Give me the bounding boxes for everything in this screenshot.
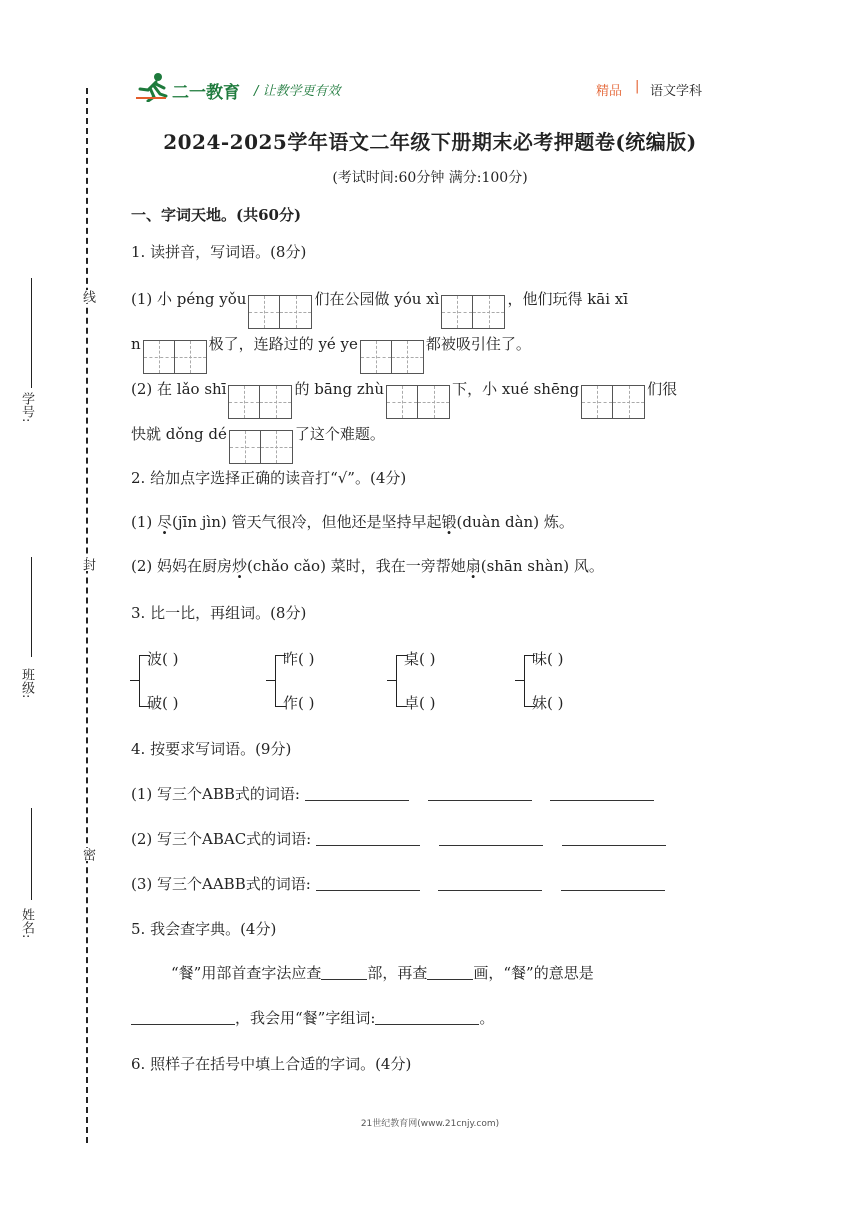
student-no-rule (31, 278, 32, 388)
dotted-char: 锻 (441, 513, 457, 531)
pair-top[interactable]: 昨( ) (283, 650, 315, 668)
q4-prompt: (3) 写三个AABB式的词语: (131, 875, 311, 893)
writing-grid[interactable] (360, 340, 424, 374)
q4-line3 (131, 873, 665, 894)
writing-grid[interactable] (441, 295, 505, 329)
q5-text: 部，再查 (367, 964, 428, 982)
writing-grid[interactable] (228, 385, 292, 419)
q1-text: 了这个难题。 (294, 425, 385, 443)
answer-blank[interactable] (316, 831, 420, 846)
q2-line2 (131, 555, 604, 576)
q1-text: 快就 dǒng dé (131, 425, 227, 443)
q4-prompt: (2) 写三个ABAC式的词语: (131, 830, 312, 848)
answer-blank[interactable] (562, 831, 666, 846)
section-heading: 一、字词天地。(共60分) (131, 206, 302, 224)
q5-line1 (171, 962, 594, 983)
q4-line2 (131, 828, 666, 849)
writing-grid[interactable] (143, 340, 207, 374)
writing-grid[interactable] (386, 385, 450, 419)
logo-text: 二一教育 (172, 83, 240, 103)
q1-text: ，他们玩得 kāi xī (507, 290, 629, 308)
q1-text: (1) 小 péng yǒu (131, 290, 247, 308)
q3-title: 3. 比一比，再组词。(8分) (131, 604, 307, 622)
brace-tick (266, 680, 275, 681)
class-rule (31, 557, 32, 657)
binding-secret-label: 密 (80, 848, 95, 861)
writing-grid[interactable] (229, 430, 293, 464)
dotted-char: 扇 (465, 557, 481, 575)
q5-title: 5. 我会查字典。(4分) (131, 920, 277, 938)
q4-prompt: (1) 写三个ABB式的词语: (131, 785, 300, 803)
answer-blank[interactable] (305, 786, 409, 801)
q1-text: n (131, 335, 141, 353)
q5-text: ，我会用“餐”字组词: (235, 1009, 376, 1027)
brace-tick (130, 680, 139, 681)
answer-blank[interactable] (438, 876, 542, 891)
pair-bottom[interactable]: 妹( ) (532, 694, 564, 712)
q2-text: (chǎo cǎo) 菜时，我在一旁帮她 (247, 557, 466, 575)
q1-text: 极了，连路过的 yé ye (208, 335, 358, 353)
class-label: 班级: (19, 668, 34, 699)
q2-text: (duàn dàn) 炼。 (456, 513, 574, 531)
dotted-char: 尽 (157, 513, 173, 531)
q1-line3 (131, 378, 677, 419)
q6-title: 6. 照样子在括号中填上合适的字词。(4分) (131, 1055, 412, 1073)
subject-label: 语文学科 (650, 84, 703, 99)
q5-text: 。 (479, 1009, 495, 1027)
q1-text: 们在公园做 yóu xì (314, 290, 440, 308)
answer-blank[interactable] (561, 876, 665, 891)
q2-text: (jīn jìn) 管天气很冷，但他还是坚持早起 (172, 513, 442, 531)
q5-text: “餐”用部首查字法应查 (171, 964, 322, 982)
page-header (136, 72, 736, 106)
page-footer: 21世纪教育网(www.21cnjy.com) (360, 1119, 500, 1129)
brace-tick (387, 680, 396, 681)
q1-text: (2) 在 lǎo shī (131, 380, 227, 398)
answer-blank[interactable] (375, 1010, 479, 1025)
binding-seal-label: 封 (80, 558, 95, 571)
answer-blank[interactable] (316, 876, 420, 891)
exam-subtitle: (考试时间:60分钟 满分:100分) (332, 170, 528, 186)
answer-blank[interactable] (321, 965, 367, 980)
pair-bottom[interactable]: 作( ) (283, 694, 315, 712)
exam-title: 2024-2025学年语文二年级下册期末必考押题卷(统编版) (163, 130, 697, 154)
q2-text: (shān shàn) 风。 (480, 557, 604, 575)
q2-text: (1) (131, 513, 158, 531)
pair-top[interactable]: 桌( ) (404, 650, 436, 668)
answer-blank[interactable] (427, 965, 473, 980)
binding-dashed-line (86, 88, 88, 1143)
q1-line4 (131, 423, 385, 464)
q4-line1 (131, 783, 654, 804)
student-no-label: 学号: (19, 392, 34, 423)
name-label: 姓名: (19, 908, 34, 939)
q1-line2 (131, 333, 531, 374)
answer-blank[interactable] (439, 831, 543, 846)
writing-grid[interactable] (248, 295, 312, 329)
quality-badge: 精品 (596, 84, 623, 99)
q1-text: 的 bāng zhù (294, 380, 385, 398)
q5-text: 画，“餐”的意思是 (473, 964, 594, 982)
q2-line1 (131, 511, 574, 532)
name-rule (31, 808, 32, 900)
pair-bottom[interactable]: 破( ) (147, 694, 179, 712)
header-separator: | (635, 79, 640, 94)
brace-tick (515, 680, 524, 681)
pair-top[interactable]: 味( ) (532, 650, 564, 668)
answer-blank[interactable] (428, 786, 532, 801)
q2-text: (2) 妈妈在厨房 (131, 557, 233, 575)
runner-logo-icon (136, 72, 170, 106)
slogan: / 让教学更有效 (254, 84, 341, 99)
q1-text: 们很 (647, 380, 678, 398)
q4-title: 4. 按要求写词语。(9分) (131, 740, 292, 758)
dotted-char: 炒 (232, 557, 248, 575)
writing-grid[interactable] (581, 385, 645, 419)
q1-text: 下，小 xué shēng (452, 380, 580, 398)
pair-top[interactable]: 波( ) (147, 650, 179, 668)
q1-title: 1. 读拼音，写词语。(8分) (131, 243, 307, 261)
q2-title: 2. 给加点字选择正确的读音打“√”。(4分) (131, 469, 407, 487)
binding-line-label: 线 (80, 290, 95, 303)
q5-line2 (131, 1007, 494, 1028)
answer-blank[interactable] (131, 1010, 235, 1025)
answer-blank[interactable] (550, 786, 654, 801)
q1-text: 都被吸引住了。 (425, 335, 531, 353)
pair-bottom[interactable]: 卓( ) (404, 694, 436, 712)
q1-line1 (131, 288, 628, 329)
